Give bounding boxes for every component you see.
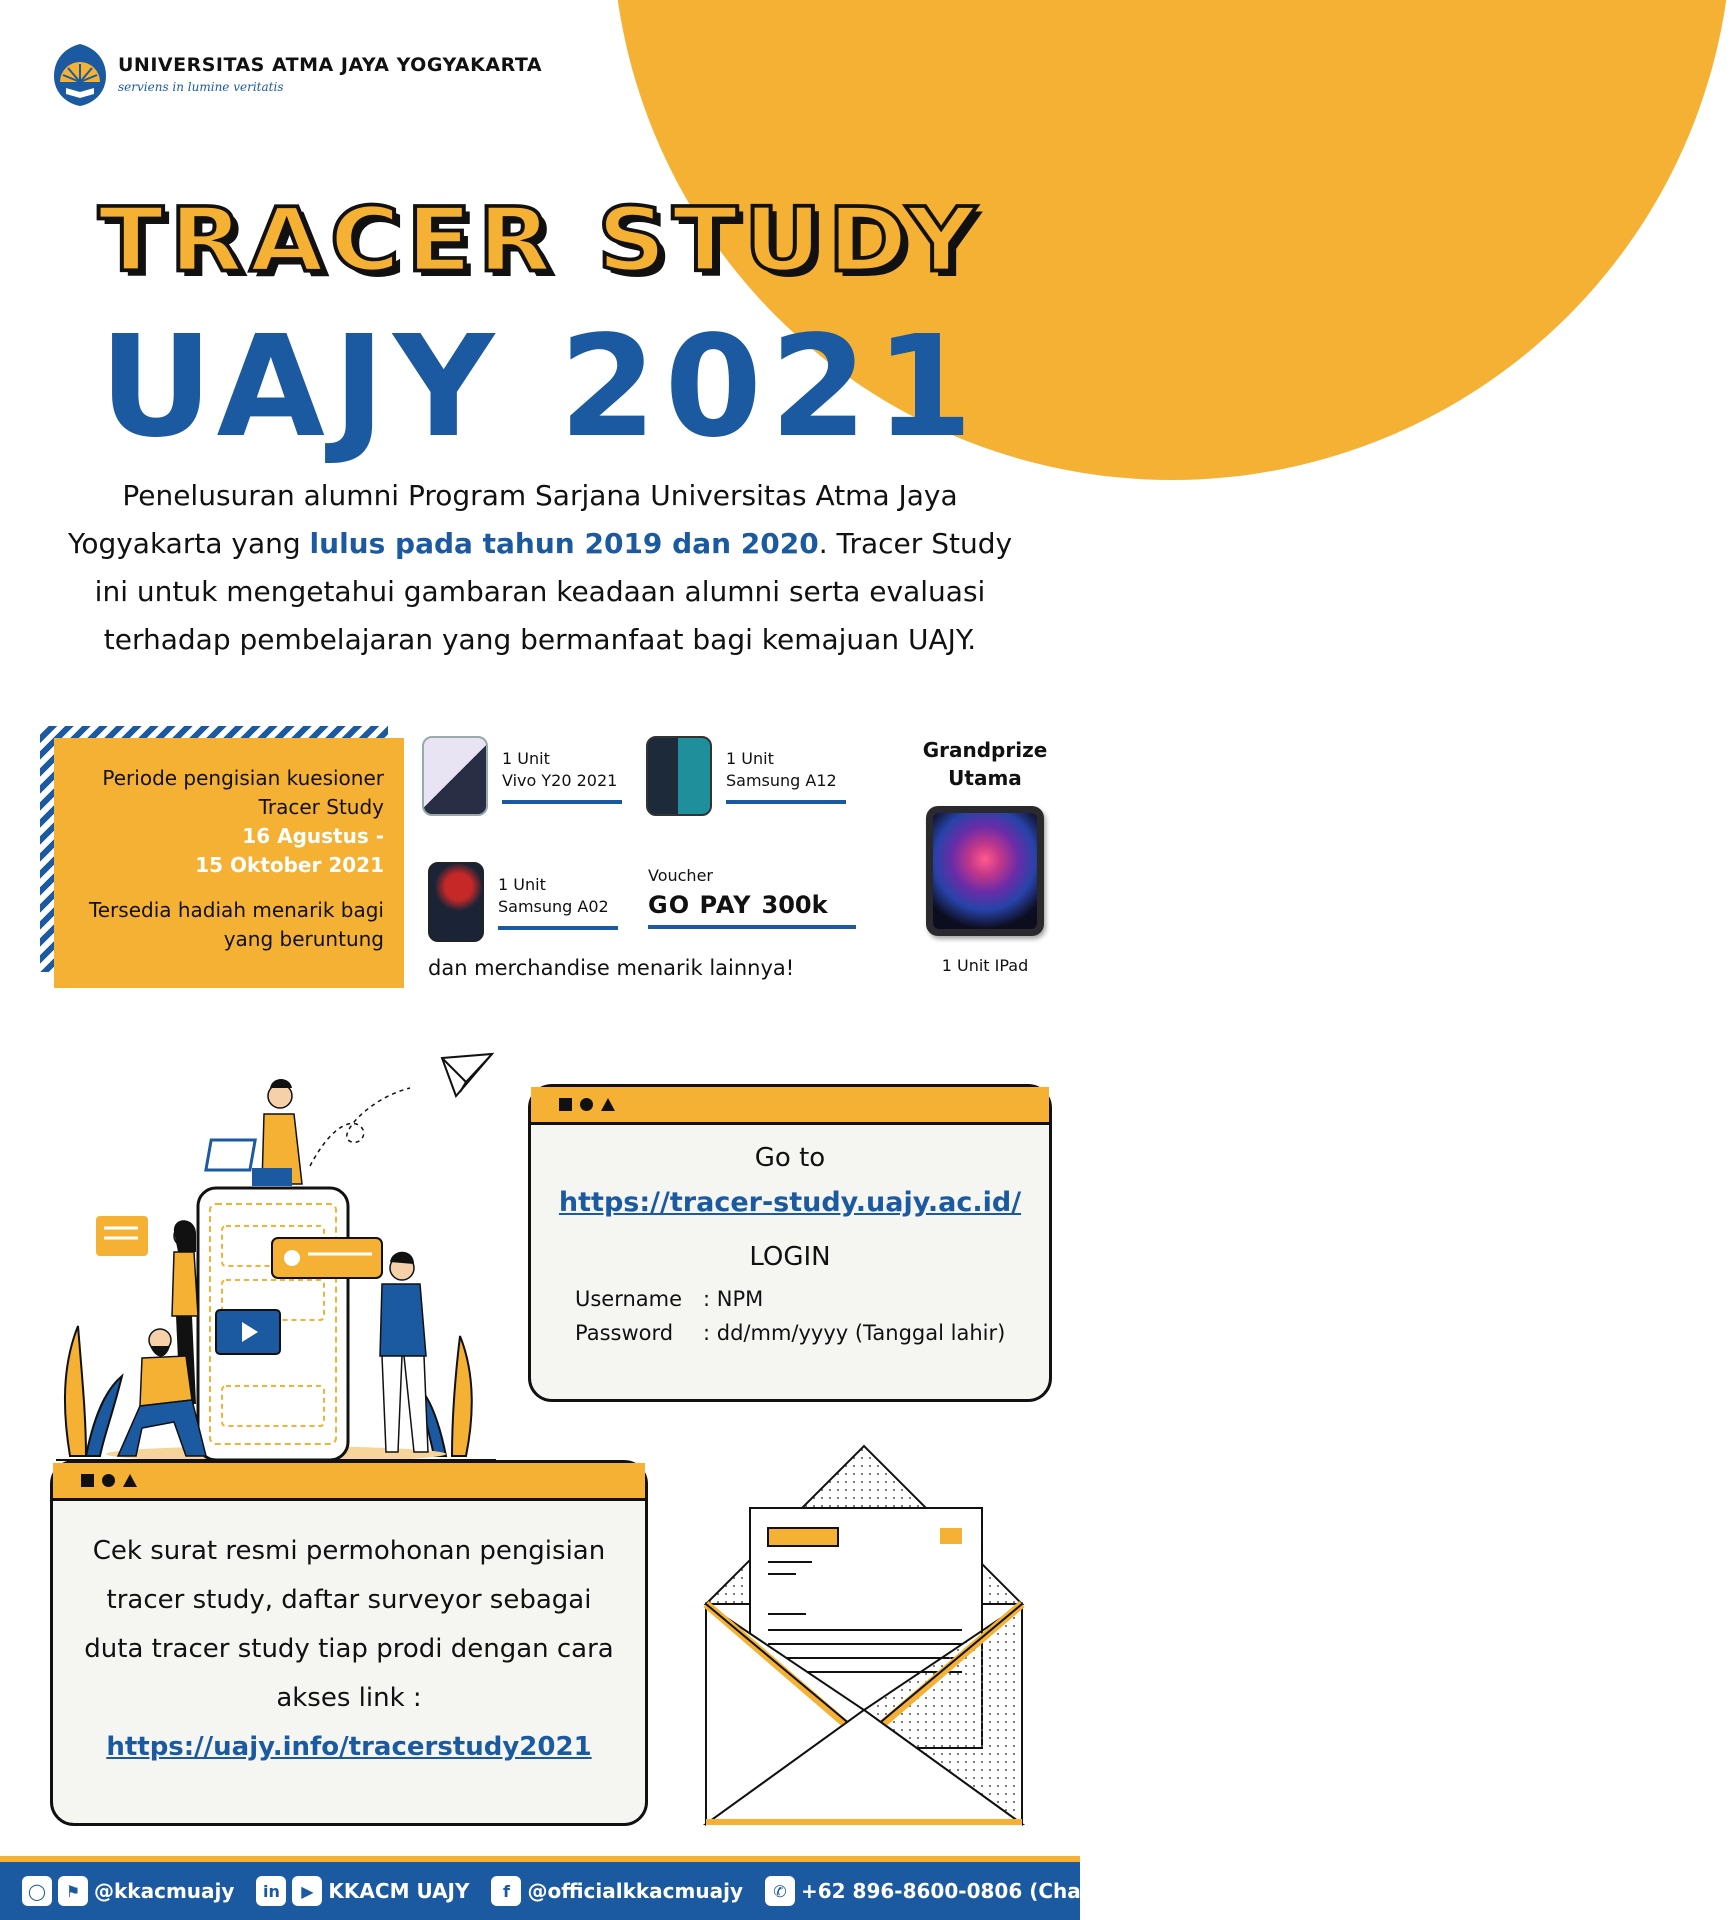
university-logo xyxy=(52,42,542,108)
username-row xyxy=(575,1284,1049,1314)
password-value: : dd/mm/yyyy (Tanggal lahir) xyxy=(703,1321,1006,1345)
voucher-amount: 300k xyxy=(761,891,828,919)
footer-handle-1: @kkacmuajy xyxy=(94,1879,235,1903)
intro-part1: Penelusuran alumni Program Sarjana Universitas Atma Jaya Yogyakarta yang xyxy=(67,479,958,560)
facebook-icon: f xyxy=(491,1876,521,1906)
prize-voucher xyxy=(648,866,856,929)
title-uajy-2021: UAJY 2021 xyxy=(99,306,981,469)
intro-part2: . Tracer Study ini untuk mengetahui gambaran keadaan alumni serta evaluasi terhadap pembelajaran yang bermanfaat bagi kemajuan UAJY. xyxy=(94,527,1013,656)
square-icon xyxy=(559,1098,572,1111)
footer-social-4[interactable] xyxy=(765,1876,1143,1906)
gopay-logo: GO PAY xyxy=(648,891,752,919)
period-date-start: 16 Agustus - xyxy=(242,824,384,848)
username-value: : NPM xyxy=(703,1287,764,1311)
circle-icon xyxy=(580,1098,593,1111)
letter-info-text: Cek surat resmi permohonan pengisian tracer study, daftar surveyor sebagai duta tracer study tiap prodi dengan cara akses link : xyxy=(84,1536,614,1713)
triangle-icon xyxy=(601,1098,615,1111)
prize-samsung-a02 xyxy=(428,862,618,942)
prize-qty: 1 Unit xyxy=(726,749,774,768)
prize-name: Samsung A02 xyxy=(498,897,609,916)
login-heading: LOGIN xyxy=(749,1242,831,1272)
footer-handle-2: KKACM UAJY xyxy=(328,1879,470,1903)
period-prize-line1: Tersedia hadiah menarik bagi xyxy=(88,898,384,922)
vivo-phone-icon xyxy=(422,736,488,816)
tracerstudy2021-link[interactable]: https://uajy.info/tracerstudy2021 xyxy=(106,1732,592,1762)
letter-info-panel xyxy=(50,1460,648,1826)
goto-label: Go to xyxy=(754,1143,826,1173)
uajy-emblem-icon xyxy=(52,42,108,108)
period-date-end: 15 Oktober 2021 xyxy=(195,853,384,877)
footer-social-2[interactable] xyxy=(256,1876,469,1906)
voucher-label: Voucher xyxy=(648,866,713,885)
period-line1: Periode pengisian kuesioner xyxy=(102,766,384,790)
prize-name: Samsung A12 xyxy=(726,771,837,790)
footer-social-1[interactable] xyxy=(22,1876,234,1906)
footer-bar xyxy=(0,1856,1144,1920)
panel-titlebar xyxy=(531,1087,1049,1125)
envelope-letter-icon xyxy=(700,1440,1030,1826)
whatsapp-icon: ✆ xyxy=(765,1876,795,1906)
grandprize-caption: 1 Unit IPad xyxy=(941,956,1029,975)
samsung-a12-phone-icon xyxy=(646,736,712,816)
intro-highlight: lulus pada tahun 2019 dan 2020 xyxy=(309,527,819,560)
prize-qty: 1 Unit xyxy=(502,749,550,768)
period-prize-line2: yang beruntung xyxy=(223,927,384,951)
intro-paragraph xyxy=(50,472,1030,664)
instagram-icon: ◯ xyxy=(22,1876,52,1906)
linkedin-icon: in xyxy=(256,1876,286,1906)
university-motto: serviens in lumine veritatis xyxy=(118,80,284,94)
twitter-icon: ⚑ xyxy=(58,1876,88,1906)
period-box xyxy=(54,738,404,988)
password-label: Password xyxy=(575,1321,674,1345)
triangle-icon xyxy=(123,1474,137,1487)
samsung-a02-phone-icon xyxy=(428,862,484,942)
tracer-study-link[interactable]: https://tracer-study.uajy.ac.id/ xyxy=(558,1187,1022,1218)
footer-handle-3: @officialkkacmuajy xyxy=(527,1879,743,1903)
username-label: Username xyxy=(575,1287,683,1311)
prize-qty: 1 Unit xyxy=(498,875,546,894)
login-info-panel xyxy=(528,1084,1052,1402)
people-phone-illustration xyxy=(56,1056,496,1464)
youtube-icon: ▶ xyxy=(292,1876,322,1906)
panel-titlebar xyxy=(53,1463,645,1501)
merch-text: dan merchandise menarik lainnya! xyxy=(428,956,795,980)
prize-name: Vivo Y20 2021 xyxy=(502,771,618,790)
period-line2: Tracer Study xyxy=(258,795,384,819)
square-icon xyxy=(81,1474,94,1487)
circle-icon xyxy=(102,1474,115,1487)
footer-social-3[interactable] xyxy=(491,1876,743,1906)
prize-vivo xyxy=(422,736,622,816)
ipad-icon xyxy=(926,806,1044,936)
password-row xyxy=(575,1318,1049,1348)
footer-handle-4: +62 896-8600-0806 (Chat WA) xyxy=(801,1879,1144,1903)
grandprize-title: Grandprize Utama xyxy=(922,738,1048,790)
university-name: UNIVERSITAS ATMA JAYA YOGYAKARTA xyxy=(118,54,543,76)
title-tracer-study: TRACER STUDY xyxy=(98,188,982,292)
prize-samsung-a12 xyxy=(646,736,846,816)
